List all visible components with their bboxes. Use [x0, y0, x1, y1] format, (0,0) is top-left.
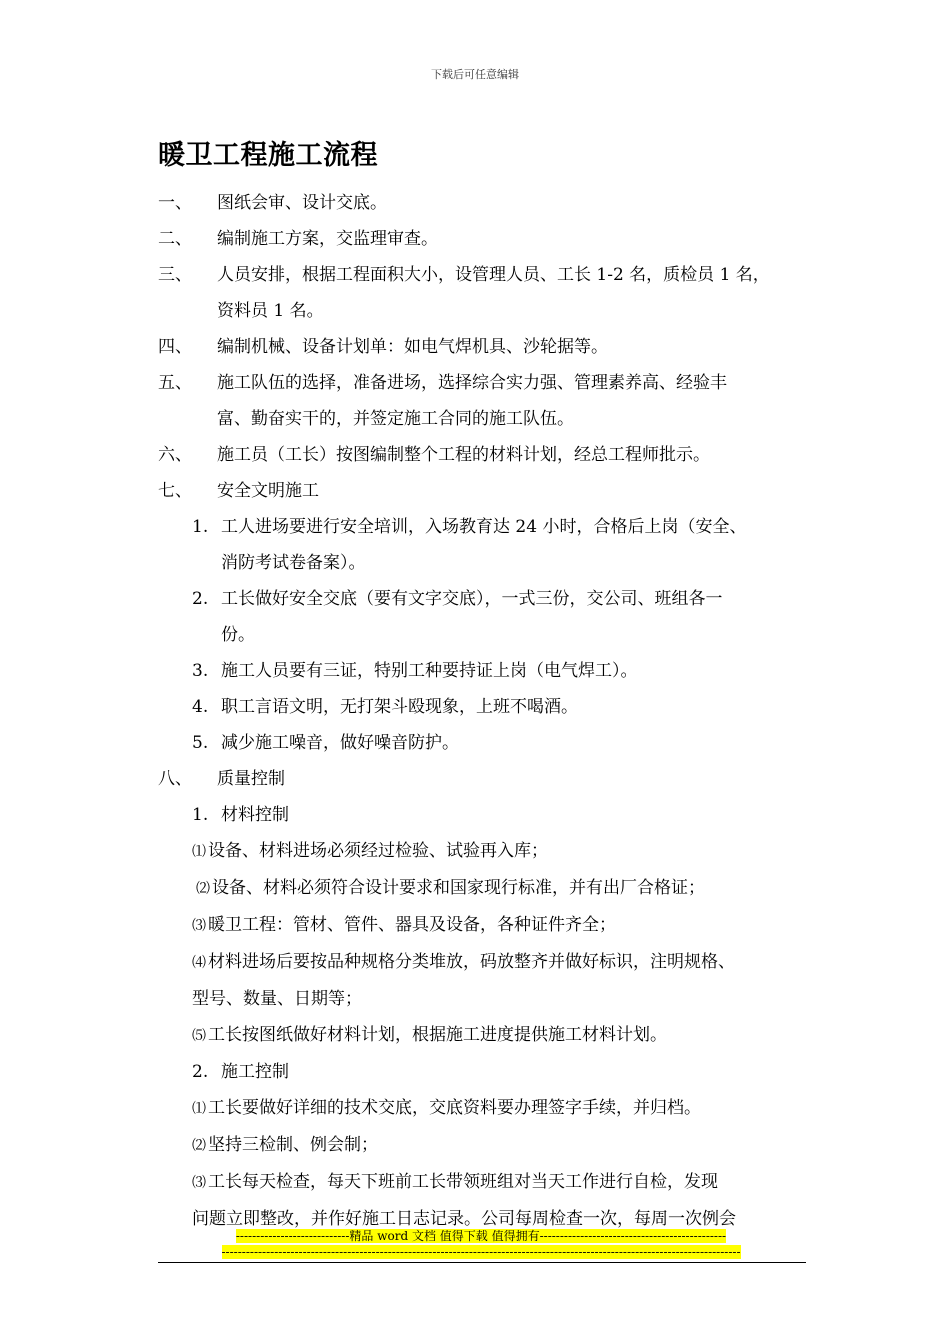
footer-banner	[180, 1228, 782, 1260]
item-text: 安全文明施工	[217, 481, 319, 501]
paragraph-text: 工长按图纸做好材料计划，根据施工进度提供施工材料计划。	[208, 1025, 667, 1045]
item-number: 三、	[158, 265, 192, 285]
header-note: 下载后可任意编辑	[431, 68, 519, 81]
item-number: 二、	[158, 229, 192, 249]
safety-items	[158, 509, 823, 761]
construction-heading	[158, 1054, 823, 1090]
numbered-paragraph	[158, 1127, 823, 1164]
main-items	[158, 185, 823, 509]
item-number: 七、	[158, 481, 192, 501]
item-text: 富、勤奋实干的，并签定施工合同的施工队伍。	[217, 409, 574, 429]
sub-number: 2.	[192, 589, 209, 609]
numbered-paragraph	[158, 1017, 823, 1054]
list-item	[158, 257, 823, 329]
sub-text: 施工控制	[221, 1062, 289, 1082]
item-text: 图纸会审、设计交底。	[217, 193, 387, 213]
material-heading	[158, 797, 823, 833]
sub-number: 1.	[192, 517, 209, 537]
item-text: 施工员（工长）按图编制整个工程的材料计划，经总工程师批示。	[217, 445, 710, 465]
item-text: 编制施工方案，交监理审查。	[217, 229, 438, 249]
footer-rule	[158, 1262, 806, 1263]
quality-heading	[158, 761, 823, 797]
list-item	[158, 473, 823, 509]
list-item	[158, 221, 823, 257]
material-paragraphs	[158, 833, 823, 1054]
sub-text: 工长做好安全交底（要有文字交底），一式三份，交公司、班组各一	[221, 589, 723, 609]
sub-number: 3.	[192, 661, 209, 681]
paragraph-text: 暖卫工程：管材、管件、器具及设备，各种证件齐全；	[208, 915, 616, 935]
paragraph-mark: ⑴	[192, 1101, 206, 1117]
numbered-paragraph	[158, 907, 823, 944]
paragraph-text: 设备、材料必须符合设计要求和国家现行标准，并有出厂合格证；	[212, 878, 705, 898]
paragraph-text: 坚持三检制、例会制；	[208, 1135, 378, 1155]
item-number: 四、	[158, 337, 192, 357]
paragraph-mark: ⑸	[192, 1028, 206, 1044]
item-text: 资料员 1 名。	[217, 301, 324, 321]
numbered-paragraph	[158, 870, 823, 907]
item-number: 一、	[158, 193, 192, 213]
paragraph-mark: ⑶	[192, 1175, 206, 1191]
item-number: 六、	[158, 445, 192, 465]
sub-number: 5.	[192, 733, 209, 753]
item-text: 质量控制	[217, 769, 285, 789]
safety-item	[158, 509, 823, 581]
sub-number: 2.	[192, 1062, 209, 1082]
numbered-paragraph	[158, 944, 823, 981]
list-item	[158, 329, 823, 365]
paragraph-continuation: 问题立即整改，并作好施工日志记录。公司每周检查一次，每周一次例会	[192, 1209, 736, 1229]
construction-paragraphs	[158, 1090, 823, 1237]
sub-text: 减少施工噪音，做好噪音防护。	[221, 733, 459, 753]
paragraph-text: 工长每天检查，每天下班前工长带领班组对当天工作进行自检，发现	[208, 1172, 718, 1192]
document-body	[158, 185, 823, 1237]
paragraph-text: 设备、材料进场必须经过检验、试验再入库；	[208, 841, 548, 861]
numbered-paragraph	[158, 1090, 823, 1127]
paragraph-mark: ⑵	[192, 1138, 206, 1154]
safety-item	[158, 581, 823, 653]
numbered-paragraph	[158, 1164, 823, 1201]
sub-text: 工人进场要进行安全培训，入场教育达 24 小时，合格后上岗（安全、	[221, 517, 747, 537]
item-text: 人员安排，根据工程面积大小，设管理人员、工长 1-2 名，质检员 1 名，	[217, 265, 770, 285]
paragraph-text: 工长要做好详细的技术交底，交底资料要办理签字手续，并归档。	[208, 1098, 701, 1118]
item-text: 施工队伍的选择，准备进场，选择综合实力强、管理素养高、经验丰	[217, 373, 727, 393]
sub-text: 施工人员要有三证，特别工种要持证上岗（电气焊工）。	[221, 661, 638, 681]
safety-item	[158, 653, 823, 689]
sub-number: 4.	[192, 697, 209, 717]
paragraph-text: 材料进场后要按品种规格分类堆放，码放整齐并做好标识，注明规格、	[208, 952, 735, 972]
paragraph-mark: ⑵	[196, 881, 210, 897]
safety-item	[158, 689, 823, 725]
sub-number: 1.	[192, 805, 209, 825]
sub-text: 职工言语文明，无打架斗殴现象，上班不喝酒。	[221, 697, 578, 717]
sub-text: 材料控制	[221, 805, 289, 825]
footer-line-2: --------------------------------------------------------------------------------------------------------------------------------	[221, 1245, 741, 1259]
safety-item	[158, 725, 823, 761]
list-item	[158, 365, 823, 437]
list-item	[158, 185, 823, 221]
footer-line-1: ----------------------------精品 word 文档 值得下载 值得拥有----------------------------------------------	[235, 1229, 727, 1243]
paragraph-continuation: 型号、数量、日期等；	[192, 989, 362, 1009]
document-title: 暖卫工程施工流程	[158, 140, 378, 171]
sub-text: 份。	[221, 625, 255, 645]
item-number: 八、	[158, 769, 192, 789]
list-item	[158, 437, 823, 473]
sub-text: 消防考试卷备案）。	[221, 553, 366, 573]
paragraph-mark: ⑷	[192, 955, 206, 971]
numbered-paragraph	[158, 833, 823, 870]
item-number: 五、	[158, 373, 192, 393]
paragraph-mark: ⑶	[192, 918, 206, 934]
item-text: 编制机械、设备计划单：如电气焊机具、沙轮据等。	[217, 337, 608, 357]
paragraph-mark: ⑴	[192, 844, 206, 860]
